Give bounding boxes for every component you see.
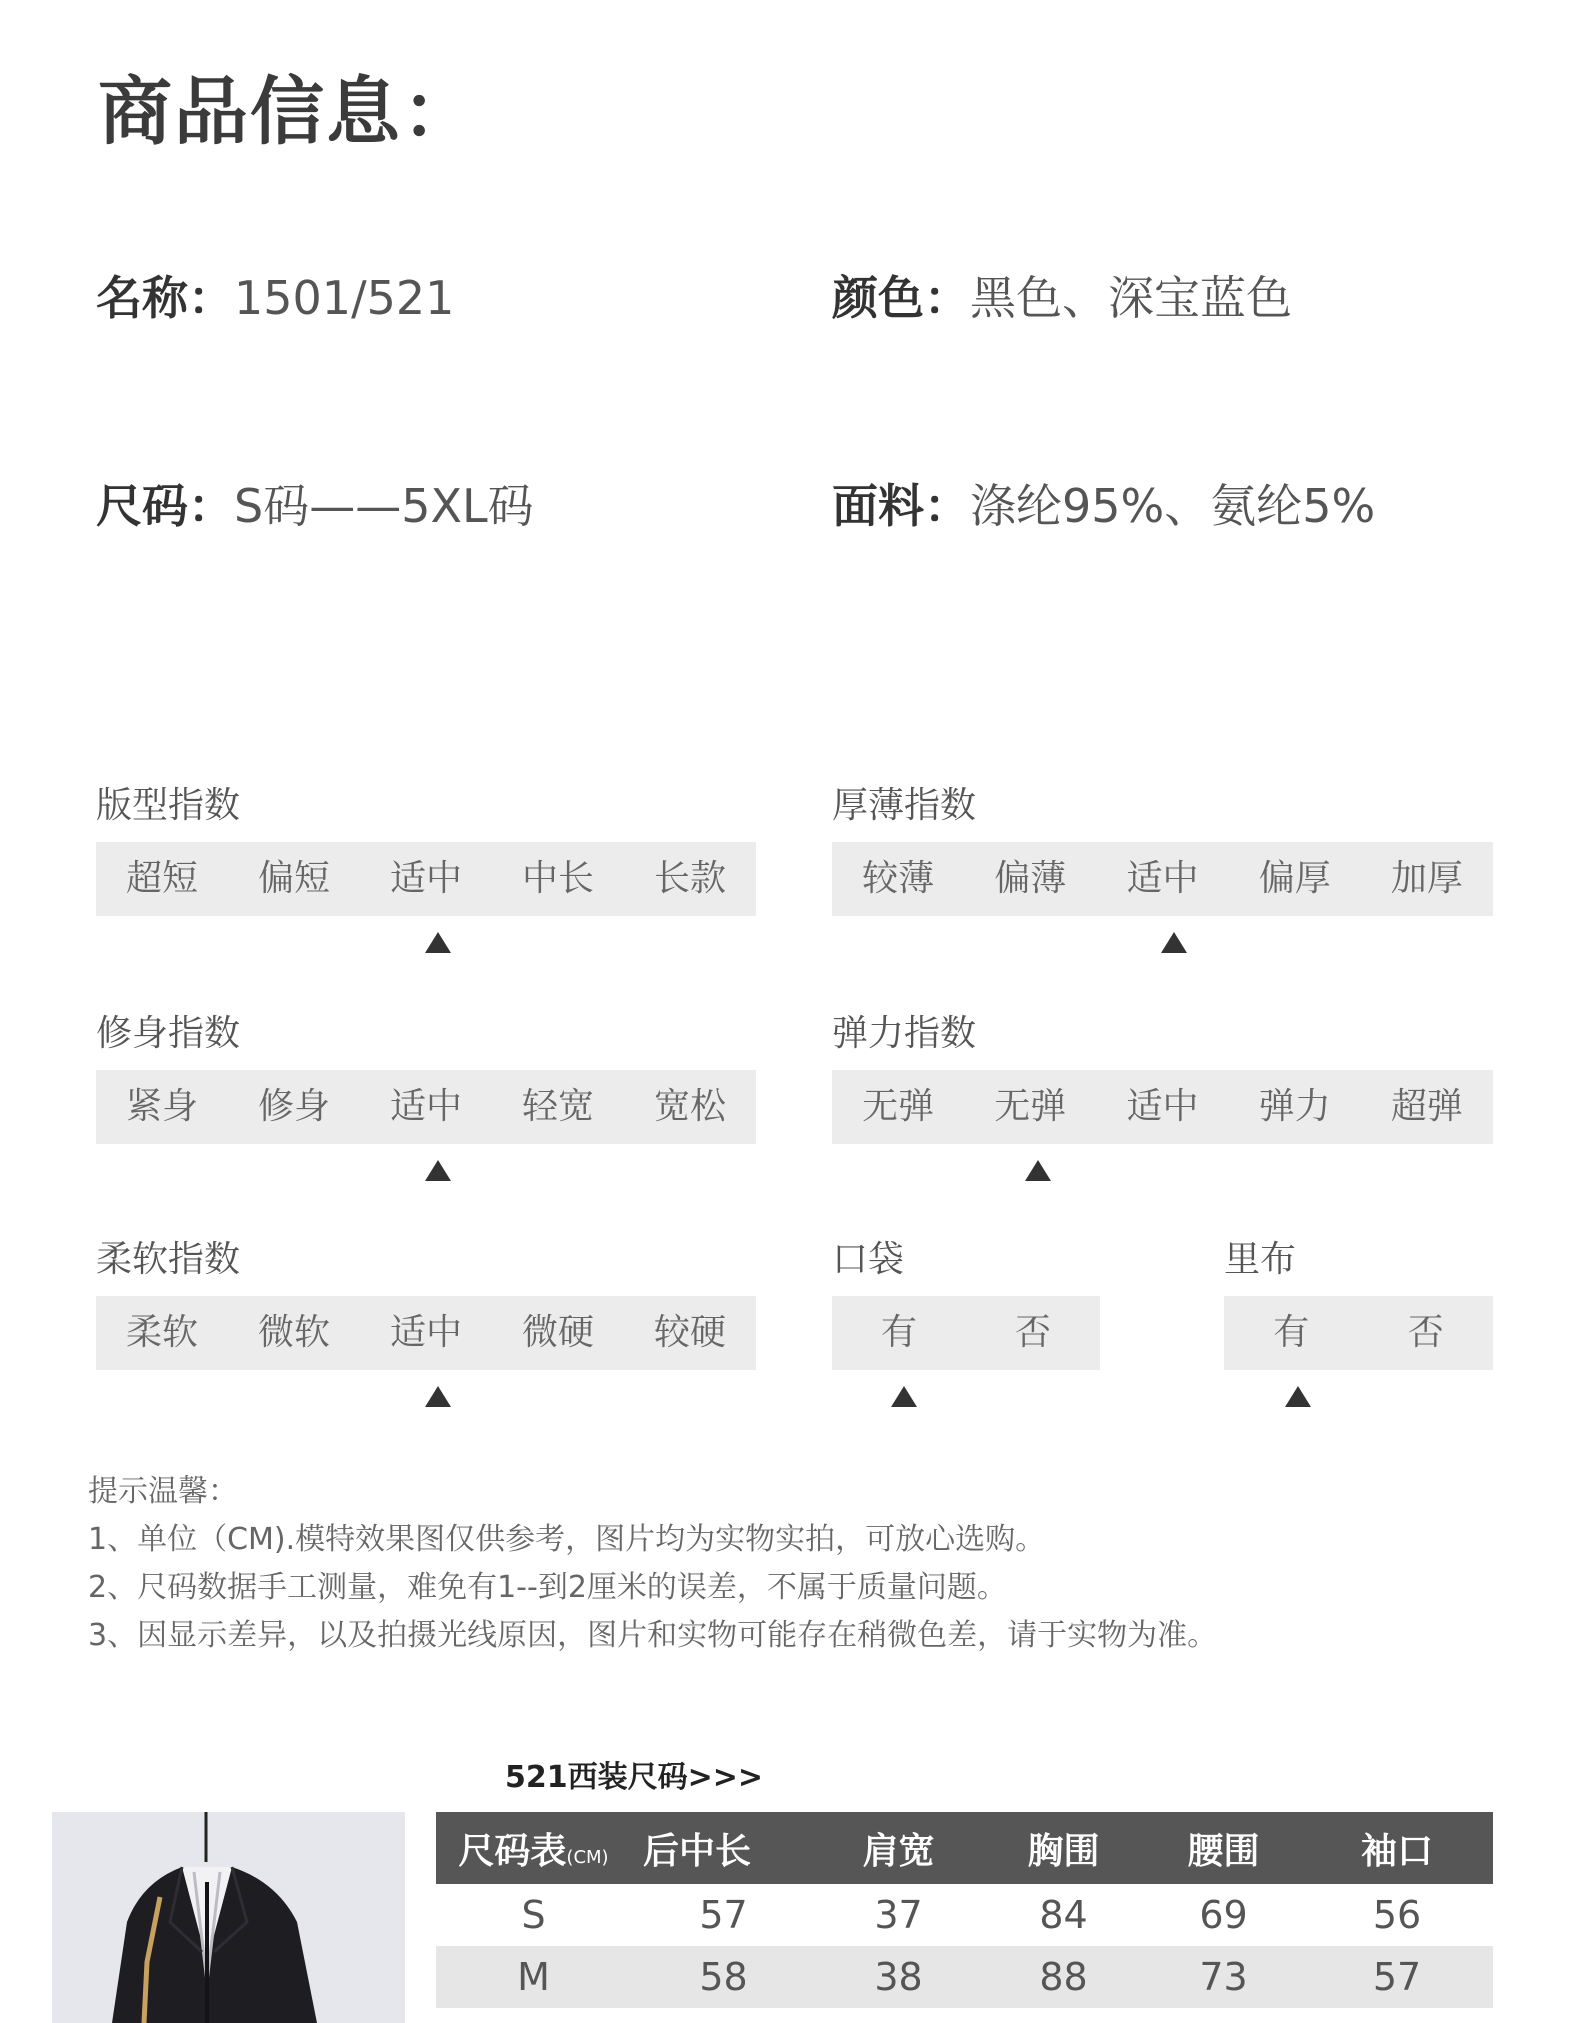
info-size-value: S码——5XL码 — [234, 479, 534, 533]
column-header: 袖口 — [1301, 1812, 1493, 1884]
info-fabric-key: 面料： — [832, 479, 970, 533]
tips-line: 1、单位（CM).模特效果图仅供参考，图片均为实物实拍，可放心选购。 — [88, 1522, 1046, 1557]
size-table-caption: 521西装尺码>>> — [505, 1760, 764, 1795]
table-cell: 73 — [1146, 1946, 1301, 2008]
info-color-key: 颜色： — [832, 271, 970, 325]
soft-index-scale — [96, 1296, 756, 1370]
size-table-unit: (CM) — [566, 1846, 609, 1868]
jacket-on-hanger-image — [52, 1812, 405, 2023]
product-photo — [52, 1812, 405, 2023]
scale-option: 偏厚 — [1258, 858, 1331, 899]
soft-index-marker-icon — [425, 1386, 451, 1407]
table-cell: 69 — [1199, 1893, 1248, 1937]
scale-option: 否 — [1407, 1312, 1444, 1353]
tips-line: 2、尺码数据手工测量，难免有1--到2厘米的误差，不属于质量问题。 — [88, 1570, 1007, 1605]
scale-option: 有 — [880, 1312, 917, 1353]
table-cell: 58 — [631, 1946, 816, 2008]
scale-option: 无弹 — [862, 1086, 935, 1127]
table-cell: 57 — [1301, 1946, 1493, 2008]
pocket-index-scale — [832, 1296, 1100, 1370]
scale-option: 柔软 — [125, 1312, 198, 1353]
size-table — [436, 1812, 1493, 2008]
scale-option: 微软 — [257, 1312, 330, 1353]
table-cell: S — [521, 1893, 546, 1937]
scale-option: 有 — [1273, 1312, 1310, 1353]
tips-title: 提示温馨： — [88, 1474, 238, 1509]
tips-line: 3、因显示差异，以及拍摄光线原因，图片和实物可能存在稍微色差，请于实物为准。 — [88, 1618, 1218, 1653]
thickness-index-title: 厚薄指数 — [832, 785, 977, 826]
info-name-value: 1501/521 — [234, 271, 455, 325]
tips-block — [88, 1468, 1217, 1660]
info-size — [96, 476, 534, 536]
elastic-index-scale — [832, 1070, 1493, 1144]
scale-option: 较薄 — [862, 858, 935, 899]
table-cell: M — [436, 1946, 631, 2008]
lining-index-title: 里布 — [1224, 1239, 1297, 1280]
scale-option: 弹力 — [1258, 1086, 1331, 1127]
scale-option: 适中 — [389, 858, 462, 899]
table-cell: 57 — [699, 1893, 748, 1937]
scale-option: 较硬 — [653, 1312, 726, 1353]
column-header: 肩宽 — [816, 1812, 981, 1884]
scale-option: 偏短 — [257, 858, 330, 899]
table-row — [436, 1946, 1493, 2008]
info-name — [96, 268, 454, 328]
scale-option: 宽松 — [653, 1086, 726, 1127]
thickness-index-scale — [832, 842, 1493, 916]
scale-option: 紧身 — [125, 1086, 198, 1127]
scale-option: 适中 — [1126, 1086, 1199, 1127]
info-color-value: 黑色、深宝蓝色 — [970, 271, 1292, 325]
table-cell: 88 — [981, 1946, 1146, 2008]
table-cell: 38 — [816, 1946, 981, 2008]
fit-index-scale — [96, 842, 756, 916]
info-fabric — [832, 476, 1375, 536]
scale-option: 适中 — [389, 1086, 462, 1127]
info-color — [832, 268, 1292, 328]
scale-option: 适中 — [1126, 858, 1199, 899]
size-table-header-label — [436, 1812, 631, 1884]
scale-option: 加厚 — [1390, 858, 1463, 899]
scale-option: 无弹 — [994, 1086, 1067, 1127]
pocket-index-marker-icon — [891, 1386, 917, 1407]
lining-index-marker-icon — [1285, 1386, 1311, 1407]
scale-option: 长款 — [653, 858, 726, 899]
info-size-key: 尺码： — [96, 479, 234, 533]
size-table-header — [436, 1812, 1493, 1884]
table-cell: 56 — [1372, 1893, 1422, 1937]
scale-option: 修身 — [257, 1086, 330, 1127]
column-header: 胸围 — [981, 1812, 1146, 1884]
scale-option: 否 — [1014, 1312, 1051, 1353]
scale-option: 微硬 — [521, 1312, 594, 1353]
column-header: 后中长 — [631, 1812, 816, 1884]
size-table-header-text: 尺码表 — [458, 1830, 567, 1872]
info-fabric-value: 涤纶95%、氨纶5% — [970, 479, 1376, 533]
column-header: 腰围 — [1146, 1812, 1301, 1884]
elastic-index-title: 弹力指数 — [832, 1013, 977, 1054]
elastic-index-marker-icon — [1025, 1160, 1051, 1181]
slim-index-marker-icon — [425, 1160, 451, 1181]
pocket-index-title: 口袋 — [832, 1239, 905, 1280]
fit-index-marker-icon — [425, 932, 451, 953]
info-name-key: 名称： — [96, 271, 234, 325]
scale-option: 超短 — [125, 858, 198, 899]
scale-option: 轻宽 — [521, 1086, 594, 1127]
table-cell: 84 — [1039, 1893, 1088, 1937]
table-row — [436, 1884, 1493, 1946]
scale-option: 适中 — [389, 1312, 462, 1353]
scale-option: 偏薄 — [994, 858, 1067, 899]
scale-option: 中长 — [521, 858, 594, 899]
lining-index-scale — [1224, 1296, 1493, 1370]
table-cell: 37 — [874, 1893, 923, 1937]
thickness-index-marker-icon — [1161, 932, 1187, 953]
fit-index-title: 版型指数 — [96, 785, 241, 826]
soft-index-title: 柔软指数 — [96, 1239, 241, 1280]
scale-option: 超弹 — [1390, 1086, 1463, 1127]
page-title: 商品信息： — [98, 69, 478, 155]
slim-index-scale — [96, 1070, 756, 1144]
slim-index-title: 修身指数 — [96, 1013, 241, 1054]
